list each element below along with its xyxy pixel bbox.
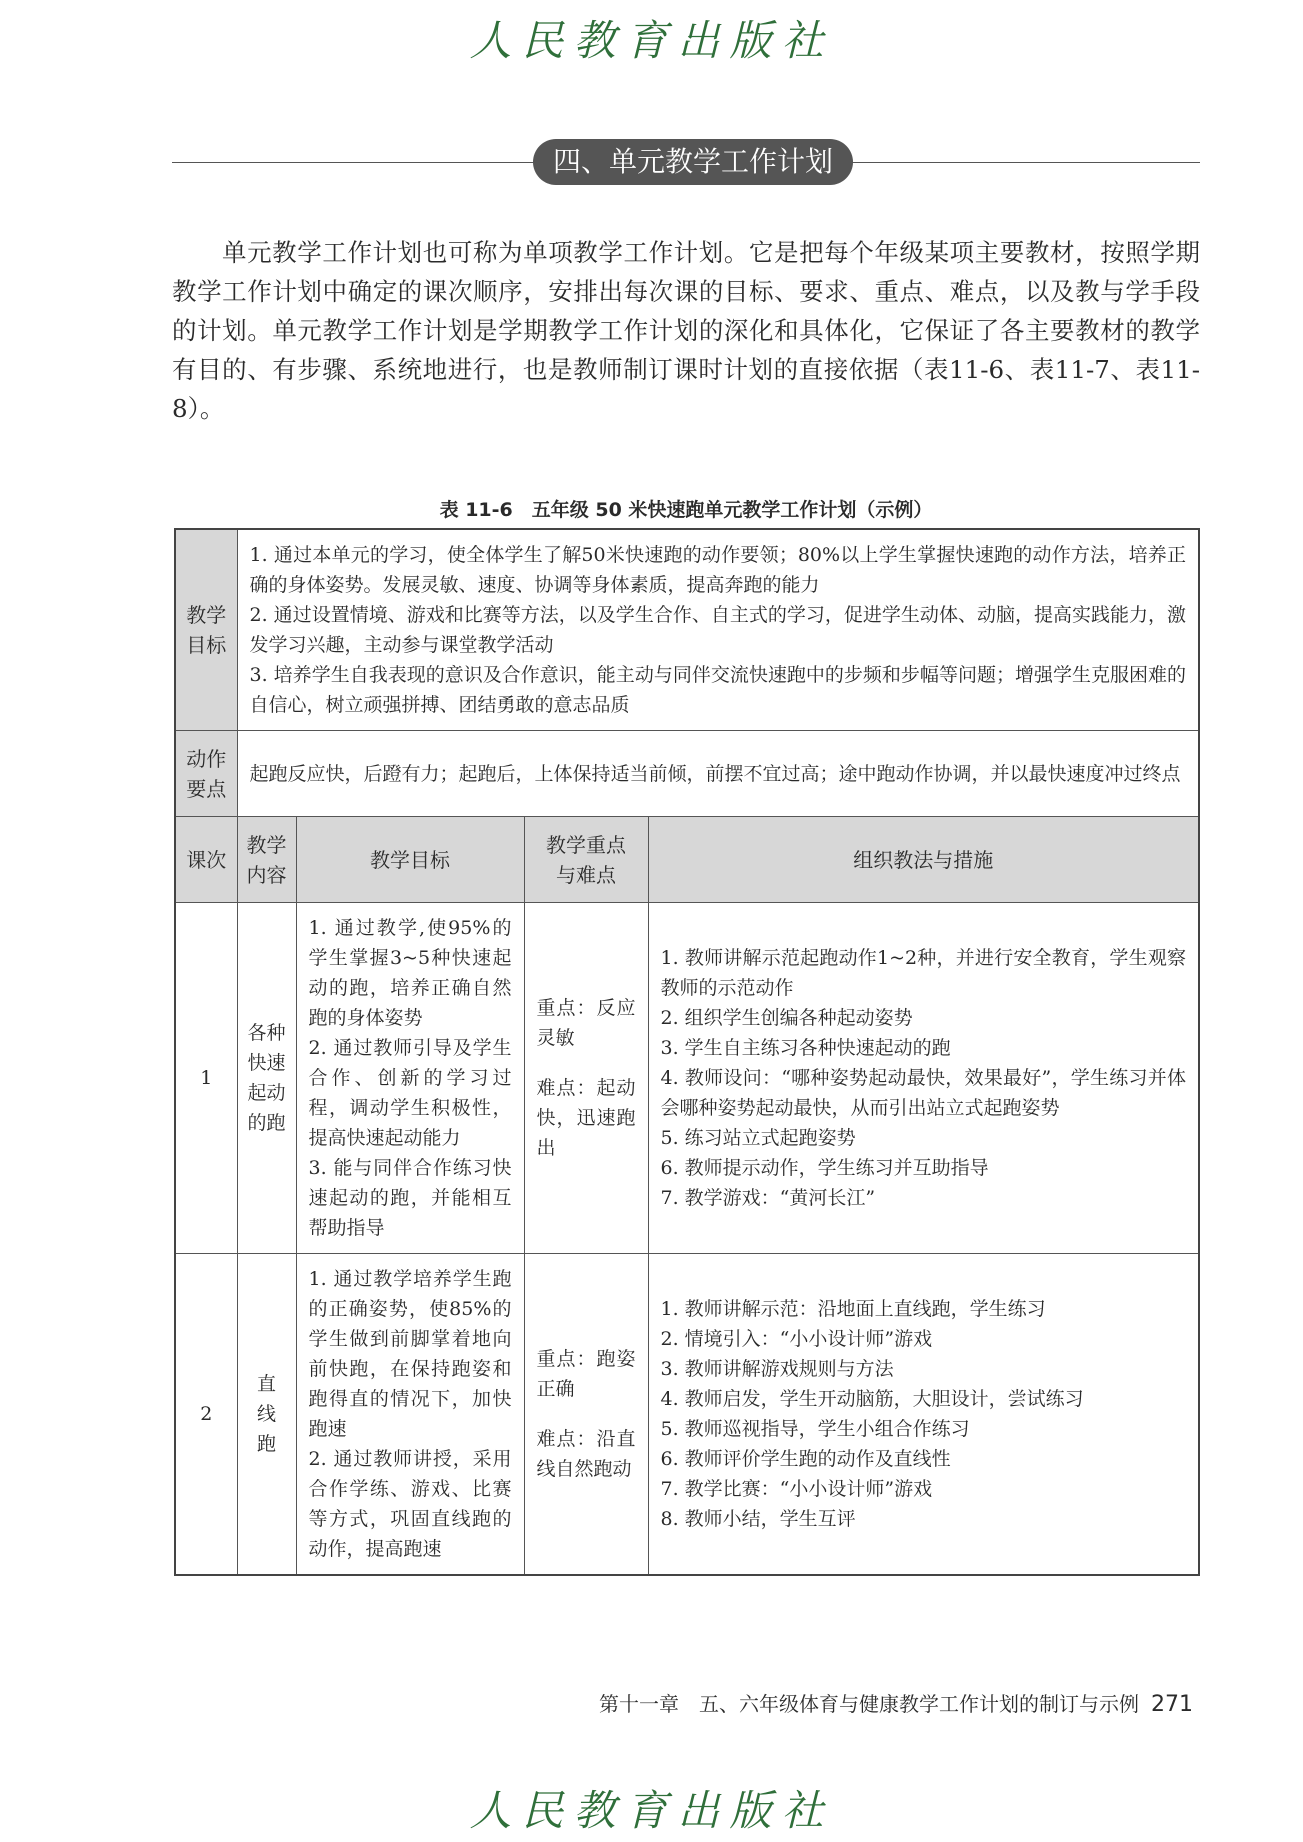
method-item: 2. 情境引入：“小小设计师”游戏 bbox=[660, 1328, 933, 1350]
lesson-content bbox=[237, 903, 296, 1254]
method-item: 1. 教师讲解示范起跑动作1~2种，并进行安全教育，学生观察教师的示范动作 bbox=[660, 947, 1187, 999]
lesson-methods bbox=[648, 1254, 1199, 1576]
focus-text: 重点：反应灵敏 bbox=[536, 997, 636, 1049]
table-row bbox=[175, 1254, 1199, 1576]
goals-row bbox=[175, 529, 1199, 731]
lesson-number: 1 bbox=[175, 903, 237, 1254]
focus-text: 重点：跑姿正确 bbox=[536, 1348, 636, 1400]
page-footer bbox=[599, 1688, 1193, 1717]
lesson-focus bbox=[524, 1254, 648, 1576]
header-row bbox=[175, 817, 1199, 903]
header-method: 组织教法与措施 bbox=[648, 817, 1199, 903]
publisher-logo-top: 人民教育出版社 bbox=[469, 16, 834, 65]
content-line: 起动 bbox=[247, 1082, 286, 1104]
header-content bbox=[237, 817, 296, 903]
method-item: 7. 教学游戏：“黄河长江” bbox=[660, 1187, 876, 1209]
lesson-goals bbox=[296, 1254, 524, 1576]
goal-item: 2. 通过设置情境、游戏和比赛等方法，以及学生合作、自主式的学习，促进学生动体、动脑，提高实践能力，激发学习兴趣，主动参与课堂教学活动 bbox=[249, 604, 1187, 656]
key-label-line: 动作 bbox=[186, 746, 227, 771]
method-item: 3. 教师讲解游戏规则与方法 bbox=[660, 1358, 894, 1380]
intro-paragraph: 单元教学工作计划也可称为单项教学工作计划。它是把每个年级某项主要教材，按照学期教学工作计划中确定的课次顺序，安排出每次课的目标、要求、重点、难点，以及教与学手段的计划。单元教学工作计划是学期教学工作计划的深化和具体化，它保证了各主要教材的教学有目的、有步骤、系统地进行，也是教师制订课时计划的直接依据（表11-6、表11-7、表11-8）。 bbox=[172, 238, 1200, 423]
publisher-logo-bottom: 人民教育出版社 bbox=[469, 1786, 834, 1835]
chapter-title: 第十一章 五、六年级体育与健康教学工作计划的制订与示例 bbox=[599, 1692, 1139, 1716]
header-lesson: 课次 bbox=[175, 817, 237, 903]
method-item: 1. 教师讲解示范：沿地面上直线跑，学生练习 bbox=[660, 1298, 1046, 1320]
goals-label-line: 目标 bbox=[186, 633, 227, 657]
header-focus-line: 与难点 bbox=[556, 862, 616, 887]
lesson-content bbox=[237, 1254, 296, 1576]
goals-label-line: 教学 bbox=[186, 603, 227, 627]
method-item: 5. 练习站立式起跑姿势 bbox=[660, 1127, 856, 1149]
goals-label bbox=[175, 529, 237, 731]
method-item: 6. 教师提示动作，学生练习并互助指导 bbox=[660, 1157, 989, 1179]
method-item: 3. 学生自主练习各种快速起动的跑 bbox=[660, 1037, 951, 1059]
lesson-goal-item: 2. 通过教师引导及学生合作、创新的学习过程，调动学生积极性，提高快速起动能力 bbox=[308, 1037, 512, 1149]
content-line: 线 bbox=[256, 1403, 276, 1425]
header-content-line: 内容 bbox=[246, 862, 287, 887]
key-points-text: 起跑反应快，后蹬有力；起跑后，上体保持适当前倾，前摆不宜过高；途中跑动作协调，并以最快速度冲过终点 bbox=[237, 731, 1199, 817]
method-item: 2. 组织学生创编各种起动姿势 bbox=[660, 1007, 913, 1029]
lesson-focus bbox=[524, 903, 648, 1254]
page-number: 271 bbox=[1151, 1692, 1193, 1717]
lesson-goal-item: 3. 能与同伴合作练习快速起动的跑，并能相互帮助指导 bbox=[308, 1157, 512, 1239]
method-item: 4. 教师设问：“哪种姿势起动最快，效果最好”，学生练习并体会哪种姿势起动最快，从而引出站立式起跑姿势 bbox=[660, 1067, 1187, 1119]
goal-item: 1. 通过本单元的学习，使全体学生了解50米快速跑的动作要领；80%以上学生掌握快速跑的动作方法，培养正确的身体姿势。发展灵敏、速度、协调等身体素质，提高奔跑的能力 bbox=[249, 544, 1187, 596]
unit-plan-table bbox=[174, 528, 1200, 1576]
lesson-methods bbox=[648, 903, 1199, 1254]
content-line: 直 bbox=[256, 1373, 276, 1395]
header-focus bbox=[524, 817, 648, 903]
lesson-goal-item: 1. 通过教学,使95%的学生掌握3~5种快速起动的跑，培养正确自然跑的身体姿势 bbox=[308, 917, 512, 1029]
header-content-line: 教学 bbox=[246, 832, 287, 857]
table-row bbox=[175, 903, 1199, 1254]
section-title: 四、单元教学工作计划 bbox=[533, 139, 853, 185]
method-item: 8. 教师小结，学生互评 bbox=[660, 1508, 856, 1530]
difficulty-text: 难点：起动快，迅速跑出 bbox=[536, 1077, 636, 1159]
goals-text bbox=[237, 529, 1199, 731]
content-line: 快速 bbox=[247, 1052, 286, 1074]
table-caption: 表 11-6 五年级 50 米快速跑单元教学工作计划（示例） bbox=[439, 499, 933, 521]
method-item: 7. 教学比赛：“小小设计师”游戏 bbox=[660, 1478, 933, 1500]
method-item: 4. 教师启发，学生开动脑筋，大胆设计，尝试练习 bbox=[660, 1388, 1084, 1410]
key-points-label bbox=[175, 731, 237, 817]
content-line: 各种 bbox=[247, 1022, 286, 1044]
key-label-line: 要点 bbox=[186, 776, 227, 801]
content-line: 跑 bbox=[256, 1433, 276, 1455]
lesson-goals bbox=[296, 903, 524, 1254]
header-focus-line: 教学重点 bbox=[546, 832, 626, 857]
goal-item: 3. 培养学生自我表现的意识及合作意识，能主动与同伴交流快速跑中的步频和步幅等问题；增强学生克服困难的自信心，树立顽强拼搏、团结勇敢的意志品质 bbox=[249, 664, 1187, 716]
method-item: 6. 教师评价学生跑的动作及直线性 bbox=[660, 1448, 951, 1470]
lesson-goal-item: 2. 通过教师讲授，采用合作学练、游戏、比赛等方式，巩固直线跑的动作，提高跑速 bbox=[308, 1448, 512, 1560]
difficulty-text: 难点：沿直线自然跑动 bbox=[536, 1428, 636, 1480]
lesson-goal-item: 1. 通过教学培养学生跑的正确姿势，使85%的学生做到前脚掌着地向前快跑，在保持跑姿和跑得直的情况下，加快跑速 bbox=[308, 1268, 512, 1440]
lesson-number: 2 bbox=[175, 1254, 237, 1576]
method-item: 5. 教师巡视指导，学生小组合作练习 bbox=[660, 1418, 970, 1440]
header-goal: 教学目标 bbox=[296, 817, 524, 903]
content-line: 的跑 bbox=[247, 1112, 286, 1134]
key-points-row bbox=[175, 731, 1199, 817]
